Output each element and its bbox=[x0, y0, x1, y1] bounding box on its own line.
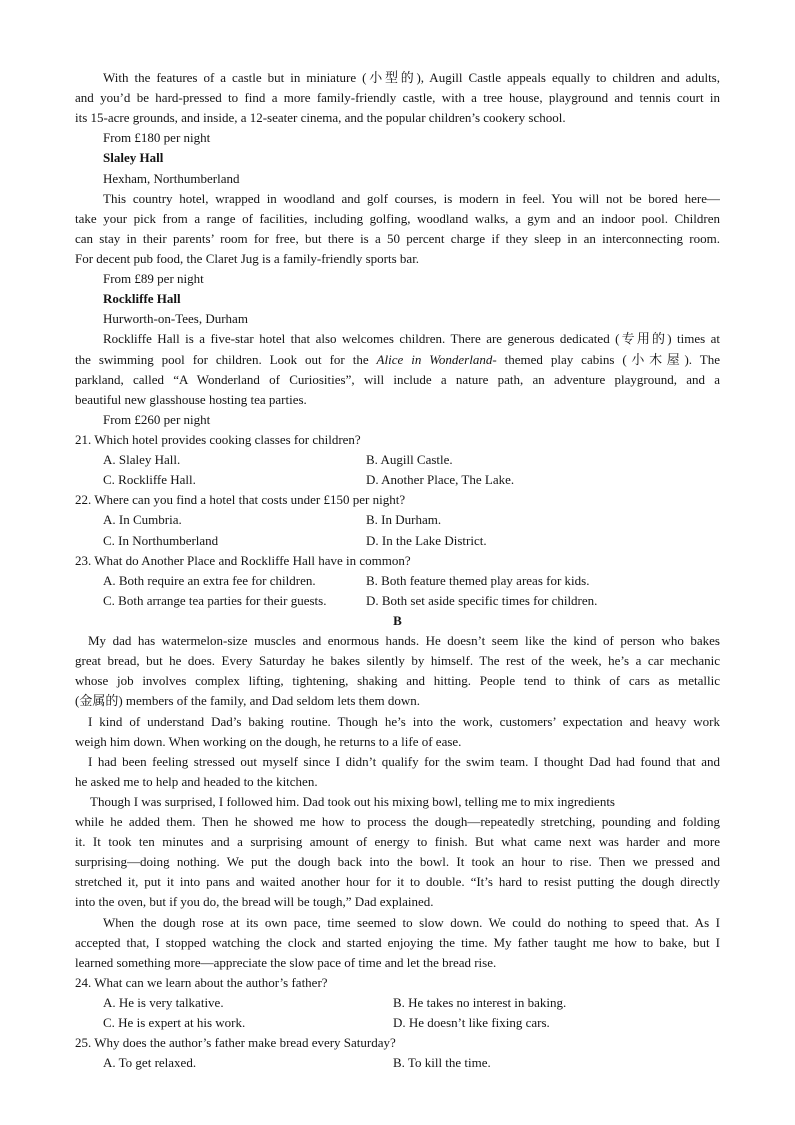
passage-line bbox=[75, 350, 720, 370]
answer-option: B. He takes no interest in baking. bbox=[393, 995, 567, 1011]
passage-line: and you’d be hard-pressed to find a more family-friendly castle, with a tree house, playground and tennis court in bbox=[75, 90, 720, 106]
passage-text: - themed play cabins (小木屋). The bbox=[492, 351, 720, 367]
option-row bbox=[75, 1053, 720, 1073]
answer-option: B. In Durham. bbox=[366, 512, 442, 528]
option-row bbox=[75, 470, 720, 490]
passage-line: surprising—doing nothing. We put the dough back into the bowl. It took an hour to rise. Then we pressed and bbox=[75, 854, 720, 870]
answer-option: A. To get relaxed. bbox=[103, 1055, 197, 1071]
question-stem: 21. Which hotel provides cooking classes for children? bbox=[75, 431, 361, 447]
hotel-name: Rockliffe Hall bbox=[103, 291, 181, 307]
passage-text: the swimming pool for children. Look out for the bbox=[75, 351, 377, 367]
page-content bbox=[75, 68, 720, 1073]
passage-line: I had been feeling stressed out myself since I didn’t qualify for the swim team. I thought Dad had found that and bbox=[88, 753, 720, 769]
question-stem: 23. What do Another Place and Rockliffe Hall have in common? bbox=[75, 552, 411, 568]
answer-option: D. In the Lake District. bbox=[366, 532, 487, 548]
passage-line: into the oven, but if you do, the bread will be tough,” Dad explained. bbox=[75, 894, 434, 910]
answer-option: A. Slaley Hall. bbox=[103, 452, 181, 468]
section-heading: B bbox=[393, 612, 402, 628]
passage-line: take your pick from a range of facilities, including golfing, woodland walks, a gym and an indoor pool. Children bbox=[75, 210, 720, 226]
answer-option: D. Another Place, The Lake. bbox=[366, 472, 515, 488]
answer-option: D. Both set aside specific times for children. bbox=[366, 592, 598, 608]
answer-option: D. He doesn’t like fixing cars. bbox=[393, 1015, 550, 1031]
answer-option: C. In Northumberland bbox=[103, 532, 219, 548]
answer-option: C. Both arrange tea parties for their guests. bbox=[103, 592, 327, 608]
option-row bbox=[75, 591, 720, 611]
answer-option: A. He is very talkative. bbox=[103, 995, 224, 1011]
passage-line: stretched it, put it into pans and waited another hour for it to double. “It’s hard to resist putting the dough directly bbox=[75, 874, 720, 890]
passage-line: (金属的) members of the family, and Dad seldom lets them down. bbox=[75, 693, 421, 709]
passage-line: My dad has watermelon-size muscles and enormous hands. He doesn’t seem like the kind of person who bakes bbox=[88, 633, 720, 649]
passage-line: parkland, called “A Wonderland of Curiosities”, will include a nature path, an adventure playground, and a bbox=[75, 371, 720, 387]
answer-option: B. Both feature themed play areas for kids. bbox=[366, 572, 590, 588]
hotel-price: From £180 per night bbox=[103, 130, 211, 146]
question-stem: 25. Why does the author’s father make bread every Saturday? bbox=[75, 1035, 396, 1051]
passage-line: it. It took ten minutes and a surprising amount of energy to finish. But what came next was harder and more bbox=[75, 834, 720, 850]
passage-line: beautiful new glasshouse hosting tea parties. bbox=[75, 391, 307, 407]
option-row bbox=[75, 993, 720, 1013]
question-stem: 22. Where can you find a hotel that costs under £150 per night? bbox=[75, 492, 406, 508]
italic-title: Alice in Wonderland bbox=[376, 351, 493, 367]
passage-line: Though I was surprised, I followed him. Dad took out his mixing bowl, telling me to mix ingredients bbox=[90, 793, 615, 809]
passage-line: Rockliffe Hall is a five-star hotel that also welcomes children. There are generous dedicated (专用的) times at bbox=[103, 331, 720, 347]
answer-option: A. Both require an extra fee for children. bbox=[103, 572, 316, 588]
hotel-location: Hexham, Northumberland bbox=[103, 170, 240, 186]
hotel-location: Hurworth-on-Tees, Durham bbox=[103, 311, 248, 327]
passage-line: With the features of a castle but in miniature (小型的), Augill Castle appeals equally to children and adults, bbox=[103, 70, 720, 85]
option-row bbox=[75, 450, 720, 470]
passage-line: its 15-acre grounds, and inside, a 12-seater cinema, and the popular children’s cookery school. bbox=[75, 110, 566, 126]
passage-line: I kind of understand Dad’s baking routine. Though he’s into the work, customers’ expectation and heavy work bbox=[88, 713, 720, 729]
question-stem: 24. What can we learn about the author’s father? bbox=[75, 974, 328, 990]
option-row bbox=[75, 510, 720, 530]
answer-option: C. Rockliffe Hall. bbox=[103, 472, 196, 488]
answer-option: C. He is expert at his work. bbox=[103, 1015, 246, 1031]
answer-option: A. In Cumbria. bbox=[103, 512, 182, 528]
passage-line: great bread, but he does. Every Saturday he bakes silently by himself. The rest of the week, he’s a car mechanic bbox=[75, 653, 720, 669]
passage-line: can stay in their parents’ room for free, but there is a 50 percent charge if they sleep in an interconnecting room. bbox=[75, 230, 720, 246]
passage-line: he asked me to help and headed to the kitchen. bbox=[75, 773, 318, 789]
passage-line: weigh him down. When working on the dough, he returns to a life of ease. bbox=[75, 733, 462, 749]
passage-line: while he added them. Then he showed me how to process the dough—repeatedly stretching, pounding and folding bbox=[75, 814, 720, 830]
passage-line: For decent pub food, the Claret Jug is a family-friendly sports bar. bbox=[75, 250, 420, 266]
passage-line: learned something more—appreciate the slow pace of time and let the bread rise. bbox=[75, 954, 497, 970]
answer-option: B. To kill the time. bbox=[393, 1055, 491, 1071]
answer-option: B. Augill Castle. bbox=[366, 452, 453, 468]
passage-line: When the dough rose at its own pace, time seemed to slow down. We could do nothing to speed that. As I bbox=[103, 914, 720, 930]
option-row bbox=[75, 531, 720, 551]
option-row bbox=[75, 1013, 720, 1033]
option-row bbox=[75, 571, 720, 591]
passage-line: This country hotel, wrapped in woodland and golf courses, is modern in feel. You will not be bored here— bbox=[103, 190, 720, 206]
passage-line: accepted that, I stopped watching the clock and started enjoying the time. My father taught me how to bake, but I bbox=[75, 934, 720, 950]
hotel-price: From £89 per night bbox=[103, 271, 204, 287]
hotel-price: From £260 per night bbox=[103, 411, 211, 427]
passage-line: whose job involves complex lifting, tightening, shaking and hitting. People tend to think of cars as metallic bbox=[75, 673, 720, 689]
hotel-name: Slaley Hall bbox=[103, 150, 164, 166]
